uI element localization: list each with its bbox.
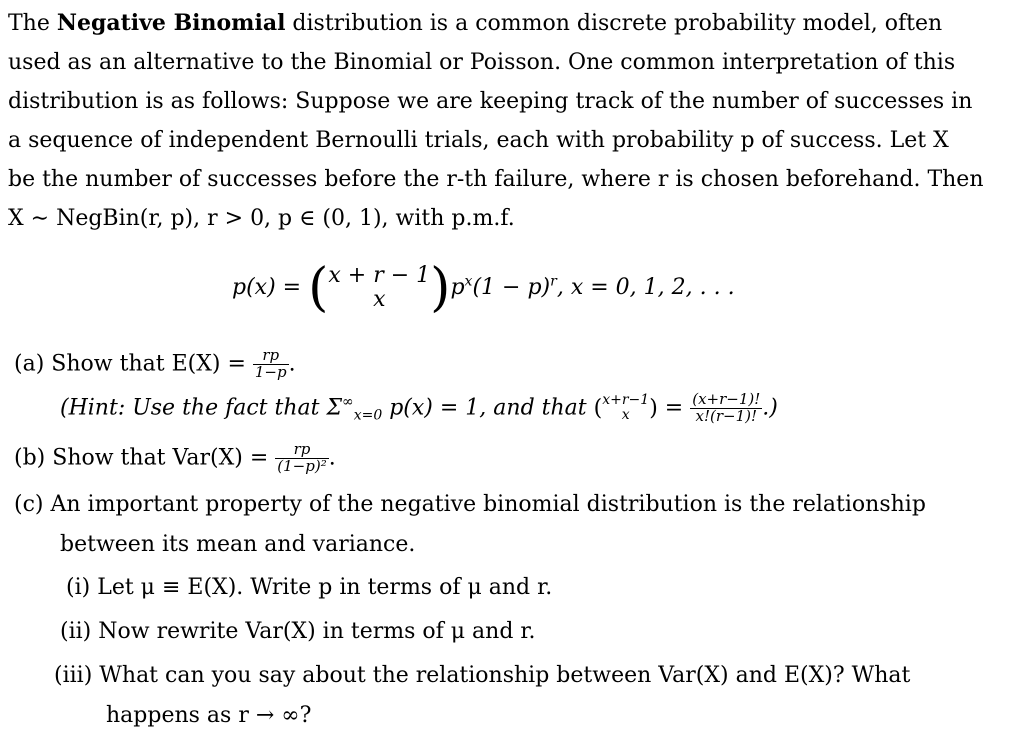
intro-text: distribution is a common discrete probability model, often [285, 11, 943, 36]
hint-fraction [690, 392, 762, 425]
intro-line-5: be the number of successes before the r-th failure, where r is chosen beforehand. Then [8, 167, 984, 192]
part-b [14, 442, 336, 475]
part-c-text: An important property of the negative binomial distribution is the relationship [50, 492, 926, 517]
intro-line-2: used as an alternative to the Binomial or Poisson. One common interpretation of this [8, 50, 956, 75]
pmf-one-minus-p: (1 − p) [472, 275, 551, 300]
fraction-denominator: x!(r−1)! [695, 406, 757, 425]
fraction-denominator: 1−p [254, 362, 287, 381]
part-c-iii-line-2: happens as r → ∞? [106, 703, 312, 728]
pmf-lhs: p(x) = [232, 275, 302, 300]
fraction-numerator: rp [275, 442, 328, 459]
part-c-ii-text: Now rewrite Var(X) in terms of μ and r. [98, 619, 536, 644]
pmf-sup-x: x [464, 273, 473, 290]
hint-end: .) [762, 395, 778, 421]
hint-text: p(x) = 1, and that [382, 395, 587, 421]
part-c-i-text: Let μ ≡ E(X). Write p in terms of μ and r. [97, 575, 553, 600]
intro-line-6: X ∼ NegBin(r, p), r > 0, p ∈ (0, 1), with p.m.f. [8, 206, 515, 231]
binom-bottom: x [621, 407, 630, 424]
part-c [14, 492, 926, 517]
fraction-numerator: (x+r−1)! [692, 390, 761, 408]
hint-text: (Hint: Use the fact that Σ [60, 395, 343, 421]
sum-upper-limit: ∞ [342, 393, 354, 410]
part-b-end: . [328, 445, 336, 471]
part-c-iii [54, 663, 910, 688]
binom-open-paren: ( [308, 258, 329, 318]
sum-lower-limit: x=0 [353, 407, 383, 424]
part-a-text: Show that E(X) = [51, 351, 246, 377]
binom-top: x+r−1 [602, 391, 650, 408]
negative-binomial-term: Negative Binomial [56, 10, 286, 36]
fraction-numerator: rp [253, 348, 289, 365]
part-c-label: (c) [14, 492, 44, 517]
part-c-ii-label: (ii) [60, 619, 92, 644]
fraction-denominator: (1−p)² [277, 456, 327, 475]
hint-binom-open: ( [593, 395, 603, 421]
part-c-i-label: (i) [66, 575, 91, 600]
intro-line-1 [8, 12, 942, 35]
part-b-fraction [275, 442, 328, 475]
hint-binomial [602, 393, 649, 424]
pmf-equation [232, 258, 735, 318]
pmf-binomial [328, 264, 430, 312]
hint-line [60, 392, 778, 425]
part-c-i [66, 575, 552, 600]
pmf-domain: , x = 0, 1, 2, . . . [556, 275, 735, 300]
hint-equals: = [664, 395, 684, 421]
part-c-iii-label: (iii) [54, 663, 93, 688]
binom-bottom: x [373, 287, 386, 312]
pmf-p: p [450, 275, 465, 300]
hint-binom-close: ) [649, 395, 658, 421]
part-a [14, 348, 296, 381]
part-c-iii-text: What can you say about the relationship between Var(X) and E(X)? What [99, 663, 911, 688]
part-c-ii [60, 619, 536, 644]
intro-text: The [8, 11, 57, 36]
part-b-text: Show that Var(X) = [52, 445, 269, 471]
intro-line-3: distribution is as follows: Suppose we are keeping track of the number of successes in [8, 89, 973, 114]
binom-top: x + r − 1 [328, 262, 431, 288]
part-a-end: . [288, 351, 296, 377]
part-b-label: (b) [14, 445, 46, 471]
binom-close-paren: ) [430, 258, 451, 318]
part-a-label: (a) [14, 351, 45, 377]
pmf-sup-r: r [550, 273, 557, 290]
intro-line-4: a sequence of independent Bernoulli trials, each with probability p of success. Let X [8, 128, 949, 153]
part-a-fraction [253, 348, 289, 381]
part-c-line-2: between its mean and variance. [60, 532, 416, 557]
